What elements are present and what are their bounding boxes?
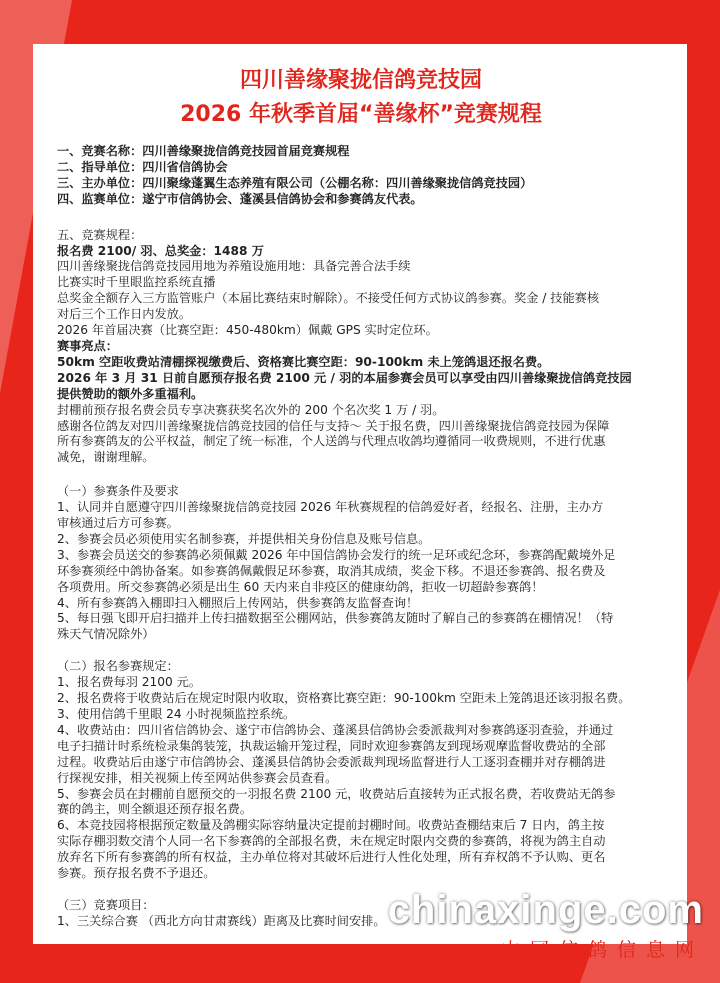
text-line: 总奖金全额存入三方监管账户（本届比赛结束时解除）。不接受任何方式协议鸽参赛。奖金 / 技能赛核 xyxy=(57,291,600,306)
title-line-1: 四川善缘聚拢信鸽竞技园 xyxy=(239,68,482,93)
text-line: 6、本竞技园将根据预定数量及鸽棚实际容纳量决定提前封棚时间。收费站查棚结束后 7 日内，鸽主按 xyxy=(57,818,605,833)
highlight-line: 2026 年 3 月 31 日前自愿预存报名费 2100 元 / 羽的本届参赛会员可以享受由四川善缘聚拢信鸽竞技园 xyxy=(57,370,632,385)
text-line: 封棚前预存报名费会员专享决赛获奖名次外的 200 个名次奖 1 万 / 羽。 xyxy=(57,402,445,417)
section-heading: （一）参赛条件及要求 xyxy=(57,484,179,499)
section-heading: （二）报名参赛规定： xyxy=(57,659,179,674)
text-line: 比赛实时千里眼监控系统直播 xyxy=(57,275,216,290)
section-heading: 五、竞赛规程： xyxy=(57,227,143,242)
text-line: 4、所有参赛鸽入棚即扫入棚照后上传网站，供参赛鸽友监督查询！ xyxy=(57,595,419,610)
text-line: 2、参赛会员必须使用实名制参赛，并提供相关身份信息及账号信息。 xyxy=(57,531,431,546)
text-line: 放弃名下所有参赛鸽的所有权益，主办单位将对其破坏后进行人性化处理，所有弃权鸽不予认购、更名 xyxy=(57,850,606,865)
section-conditions xyxy=(57,484,665,643)
text-line: 赛的鸽主，则全额退还预存报名费。 xyxy=(57,802,252,817)
text-line: 过程。收费站后由遂宁市信鸽协会、蓬溪县信鸽协会委派裁判现场监督进行人工逐羽查棚并对存棚鸽进 xyxy=(57,754,606,769)
header-item: 一、竞赛名称：四川善缘聚拢信鸽竞技园首届竞赛规程 xyxy=(57,144,350,158)
text-line: 1、认同并自愿遵守四川善缘聚拢信鸽竞技园 2026 年秋赛规程的信鸽爱好者，经报名、注册，主办方 xyxy=(57,500,604,515)
organizer-list xyxy=(57,144,665,208)
text-line: 减免，谢谢理解。 xyxy=(57,450,155,465)
text-line: 实际存棚羽数交清个人同一名下参赛鸽的全部报名费，未在规定时限内交费的参赛鸽，将视为鸽主自动 xyxy=(57,834,606,849)
text-line: 各项费用。所交参赛鸽必须是出生 60 天内来自非疫区的健康幼鸽，拒收一切超龄参赛鸽！ xyxy=(57,579,544,594)
text-line: 感谢各位鸽友对四川善缘聚拢信鸽竞技园的信任与支持～ 关于报名费，四川善缘聚拢信鸽竞技园为保障 xyxy=(57,418,610,433)
text-line: 电子扫描计时系统检录集鸽装笼，执裁运输开笼过程，同时欢迎参赛鸽友到现场观摩监督收费站的全部 xyxy=(57,738,606,753)
text-line: 2、报名费将于收费站后在规定时限内收取，资格赛比赛空距：90-100km 空距未上笼鸽退还该羽报名费。 xyxy=(57,691,631,706)
text-line: 殊天气情况除外） xyxy=(57,627,155,642)
text-line: 行探视安排，相关视频上传至网站供参赛会员查看。 xyxy=(57,770,338,785)
text-line: 1、报名费每羽 2100 元。 xyxy=(57,675,202,690)
rules-document xyxy=(33,44,687,944)
section-rules xyxy=(57,228,665,467)
header-item: 三、主办单位：四川聚缘蓬翼生态养殖有限公司（公棚名称：四川善缘聚拢信鸽竞技园） xyxy=(57,175,533,190)
text-line: 审核通过后方可参赛。 xyxy=(57,516,179,531)
highlight-line: 50km 空距收费站清棚探视缴费后、资格赛比赛空距：90-100km 未上笼鸽退还报名费。 xyxy=(57,354,550,369)
section-heading: （三）竞赛项目： xyxy=(57,897,155,912)
document-title xyxy=(57,64,665,132)
watermark-site-name: 中国信鸽信息网 xyxy=(500,940,704,961)
text-line: 环参赛须经中鸽协备案。如参赛鸽佩戴假足环参赛，取消其成绩，奖金下移。不退还参赛鸽、报名费及 xyxy=(57,563,606,578)
text-line: 3、参赛会员送交的参赛鸽必须佩戴 2026 年中国信鸽协会发行的统一足环或纪念环，参赛鸽配戴境外足 xyxy=(57,547,616,562)
text-line: 四川善缘聚拢信鸽竞技园用地为养殖设施用地：具备完善合法手续 xyxy=(57,259,411,274)
watermark-url: chinaxinge.com xyxy=(387,888,704,932)
text-line: 4、收费站由：四川省信鸽协会、遂宁市信鸽协会、蓬溪县信鸽协会委派裁判对参赛鸽逐羽查验，并通过 xyxy=(57,722,614,737)
text-line: 5、每日强飞即开启扫描并上传扫描数据至公棚网站，供参赛鸽友随时了解自己的参赛鸽在棚情况！（特 xyxy=(57,611,614,626)
text-line: 1、三关综合赛 （西北方向甘肃赛线）距离及比赛时间安排。 xyxy=(57,913,386,928)
header-item: 四、监赛单位：遂宁市信鸽协会、蓬溪县信鸽协会和参赛鸽友代表。 xyxy=(57,191,423,206)
highlight-line: 提供赞助的额外多重福利。 xyxy=(57,386,204,401)
highlights-title: 赛事亮点： xyxy=(57,338,118,353)
text-line: 2026 年首届决赛（比赛空距：450-480km）佩戴 GPS 实时定位环。 xyxy=(57,323,438,338)
site-watermark xyxy=(388,888,704,962)
section-registration xyxy=(57,659,665,882)
text-line: 参赛。预存报名费不予退还。 xyxy=(57,866,216,881)
text-line: 对后三个工作日内发放。 xyxy=(57,307,192,322)
header-item: 二、指导单位：四川省信鸽协会 xyxy=(57,159,228,174)
text-line: 5、参赛会员在封棚前自愿预交的一羽报名费 2100 元，收费站后直接转为正式报名费，若收费站无鸽参 xyxy=(57,786,616,801)
fee-line: 报名费 2100/ 羽、总奖金：1488 万 xyxy=(57,243,264,258)
text-line: 3、使用信鸽千里眼 24 小时视频监控系统。 xyxy=(57,707,296,721)
text-line: 所有参赛鸽友的公平权益，制定了统一标准，个人送鸽与代理点收鸽均遵循同一收费规则，不进行优惠 xyxy=(57,434,606,449)
title-line-2: 2026 年秋季首届“善缘杯”竞赛规程 xyxy=(180,102,542,127)
